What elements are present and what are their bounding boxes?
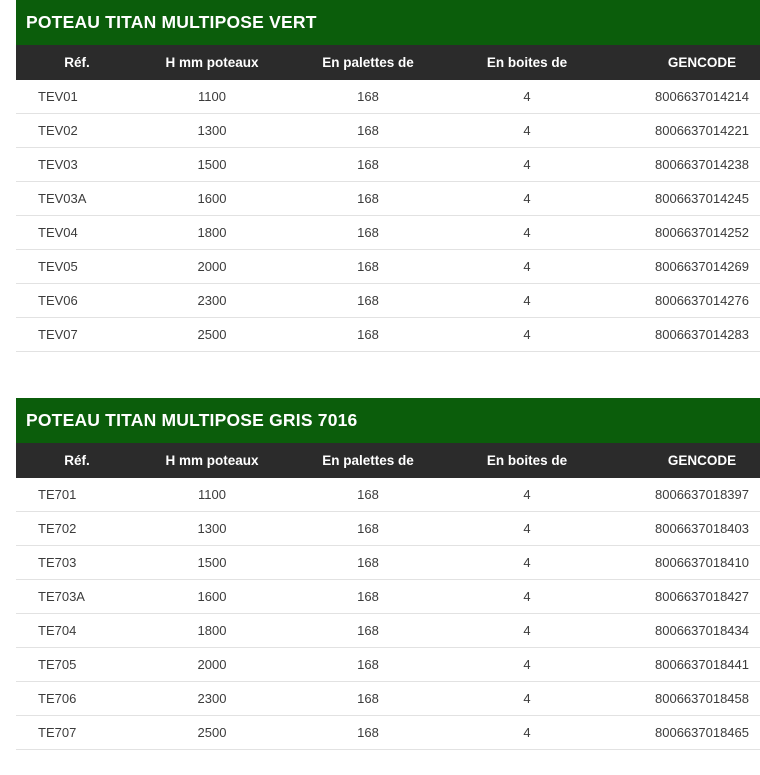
cell-ref: TE707 bbox=[16, 716, 138, 750]
table-title-vert: POTEAU TITAN MULTIPOSE VERT bbox=[16, 0, 760, 45]
cell-boxes: 4 bbox=[450, 546, 604, 580]
cell-gencode: 8006637014283 bbox=[604, 318, 760, 352]
cell-gencode: 8006637018427 bbox=[604, 580, 760, 614]
cell-boxes: 4 bbox=[450, 716, 604, 750]
column-header-height: H mm poteaux bbox=[138, 45, 286, 80]
cell-ref: TEV03 bbox=[16, 148, 138, 182]
cell-pallets: 168 bbox=[286, 478, 450, 512]
cell-ref: TE701 bbox=[16, 478, 138, 512]
product-table-block-gris bbox=[16, 398, 760, 750]
cell-gencode: 8006637014252 bbox=[604, 216, 760, 250]
cell-ref: TE705 bbox=[16, 648, 138, 682]
cell-height: 2300 bbox=[138, 284, 286, 318]
cell-ref: TE704 bbox=[16, 614, 138, 648]
table-row bbox=[16, 216, 760, 250]
cell-boxes: 4 bbox=[450, 318, 604, 352]
column-header-boxes: En boites de bbox=[450, 443, 604, 478]
table-row bbox=[16, 182, 760, 216]
cell-boxes: 4 bbox=[450, 148, 604, 182]
table-body-gris bbox=[16, 478, 760, 750]
cell-pallets: 168 bbox=[286, 318, 450, 352]
cell-height: 2300 bbox=[138, 682, 286, 716]
table-row bbox=[16, 80, 760, 114]
cell-gencode: 8006637014269 bbox=[604, 250, 760, 284]
cell-boxes: 4 bbox=[450, 648, 604, 682]
cell-pallets: 168 bbox=[286, 512, 450, 546]
cell-gencode: 8006637018410 bbox=[604, 546, 760, 580]
cell-ref: TEV04 bbox=[16, 216, 138, 250]
cell-pallets: 168 bbox=[286, 80, 450, 114]
cell-height: 2000 bbox=[138, 250, 286, 284]
cell-ref: TEV01 bbox=[16, 80, 138, 114]
table-row bbox=[16, 512, 760, 546]
cell-gencode: 8006637018441 bbox=[604, 648, 760, 682]
cell-pallets: 168 bbox=[286, 250, 450, 284]
column-header-boxes: En boites de bbox=[450, 45, 604, 80]
cell-boxes: 4 bbox=[450, 682, 604, 716]
column-header-ref: Réf. bbox=[16, 45, 138, 80]
cell-pallets: 168 bbox=[286, 546, 450, 580]
cell-height: 1800 bbox=[138, 614, 286, 648]
cell-height: 2500 bbox=[138, 318, 286, 352]
table-head-vert bbox=[16, 45, 760, 80]
cell-boxes: 4 bbox=[450, 512, 604, 546]
cell-pallets: 168 bbox=[286, 182, 450, 216]
cell-ref: TE703 bbox=[16, 546, 138, 580]
table-row bbox=[16, 318, 760, 352]
cell-ref: TEV06 bbox=[16, 284, 138, 318]
table-row bbox=[16, 284, 760, 318]
cell-height: 1600 bbox=[138, 580, 286, 614]
table-body-vert bbox=[16, 80, 760, 352]
cell-ref: TE702 bbox=[16, 512, 138, 546]
cell-boxes: 4 bbox=[450, 580, 604, 614]
cell-height: 1300 bbox=[138, 114, 286, 148]
table-row bbox=[16, 682, 760, 716]
table-row bbox=[16, 580, 760, 614]
column-header-height: H mm poteaux bbox=[138, 443, 286, 478]
cell-height: 1100 bbox=[138, 478, 286, 512]
cell-pallets: 168 bbox=[286, 284, 450, 318]
cell-pallets: 168 bbox=[286, 114, 450, 148]
cell-gencode: 8006637018434 bbox=[604, 614, 760, 648]
table-row bbox=[16, 250, 760, 284]
cell-boxes: 4 bbox=[450, 216, 604, 250]
column-header-pallets: En palettes de bbox=[286, 45, 450, 80]
cell-boxes: 4 bbox=[450, 250, 604, 284]
table-header-row bbox=[16, 443, 760, 478]
column-header-gencode: GENCODE bbox=[604, 443, 760, 478]
cell-height: 1100 bbox=[138, 80, 286, 114]
cell-pallets: 168 bbox=[286, 716, 450, 750]
cell-ref: TEV07 bbox=[16, 318, 138, 352]
cell-boxes: 4 bbox=[450, 114, 604, 148]
page-bottom-space bbox=[0, 750, 760, 768]
cell-boxes: 4 bbox=[450, 478, 604, 512]
table-row bbox=[16, 614, 760, 648]
cell-height: 2000 bbox=[138, 648, 286, 682]
cell-height: 1800 bbox=[138, 216, 286, 250]
column-header-gencode: GENCODE bbox=[604, 45, 760, 80]
cell-height: 1500 bbox=[138, 148, 286, 182]
cell-height: 1300 bbox=[138, 512, 286, 546]
cell-gencode: 8006637018458 bbox=[604, 682, 760, 716]
cell-ref: TEV05 bbox=[16, 250, 138, 284]
table-row bbox=[16, 648, 760, 682]
cell-pallets: 168 bbox=[286, 580, 450, 614]
cell-gencode: 8006637014214 bbox=[604, 80, 760, 114]
column-header-pallets: En palettes de bbox=[286, 443, 450, 478]
table-title-gris: POTEAU TITAN MULTIPOSE GRIS 7016 bbox=[16, 398, 760, 443]
table-header-row bbox=[16, 45, 760, 80]
table-head-gris bbox=[16, 443, 760, 478]
cell-gencode: 8006637014245 bbox=[604, 182, 760, 216]
cell-gencode: 8006637014221 bbox=[604, 114, 760, 148]
column-header-ref: Réf. bbox=[16, 443, 138, 478]
cell-pallets: 168 bbox=[286, 682, 450, 716]
table-row bbox=[16, 546, 760, 580]
cell-height: 2500 bbox=[138, 716, 286, 750]
cell-ref: TE706 bbox=[16, 682, 138, 716]
table-row bbox=[16, 478, 760, 512]
table-row bbox=[16, 148, 760, 182]
table-row bbox=[16, 716, 760, 750]
cell-pallets: 168 bbox=[286, 148, 450, 182]
cell-pallets: 168 bbox=[286, 648, 450, 682]
product-table-block-vert bbox=[16, 0, 760, 352]
cell-gencode: 8006637018403 bbox=[604, 512, 760, 546]
product-table-vert bbox=[16, 45, 760, 352]
cell-gencode: 8006637014238 bbox=[604, 148, 760, 182]
block-divider-space bbox=[0, 352, 760, 398]
cell-ref: TEV03A bbox=[16, 182, 138, 216]
cell-ref: TEV02 bbox=[16, 114, 138, 148]
cell-gencode: 8006637014276 bbox=[604, 284, 760, 318]
cell-boxes: 4 bbox=[450, 284, 604, 318]
product-table-gris bbox=[16, 443, 760, 750]
cell-height: 1500 bbox=[138, 546, 286, 580]
table-row bbox=[16, 114, 760, 148]
cell-boxes: 4 bbox=[450, 80, 604, 114]
cell-boxes: 4 bbox=[450, 182, 604, 216]
cell-ref: TE703A bbox=[16, 580, 138, 614]
cell-gencode: 8006637018465 bbox=[604, 716, 760, 750]
cell-pallets: 168 bbox=[286, 614, 450, 648]
cell-boxes: 4 bbox=[450, 614, 604, 648]
cell-pallets: 168 bbox=[286, 216, 450, 250]
cell-height: 1600 bbox=[138, 182, 286, 216]
cell-gencode: 8006637018397 bbox=[604, 478, 760, 512]
